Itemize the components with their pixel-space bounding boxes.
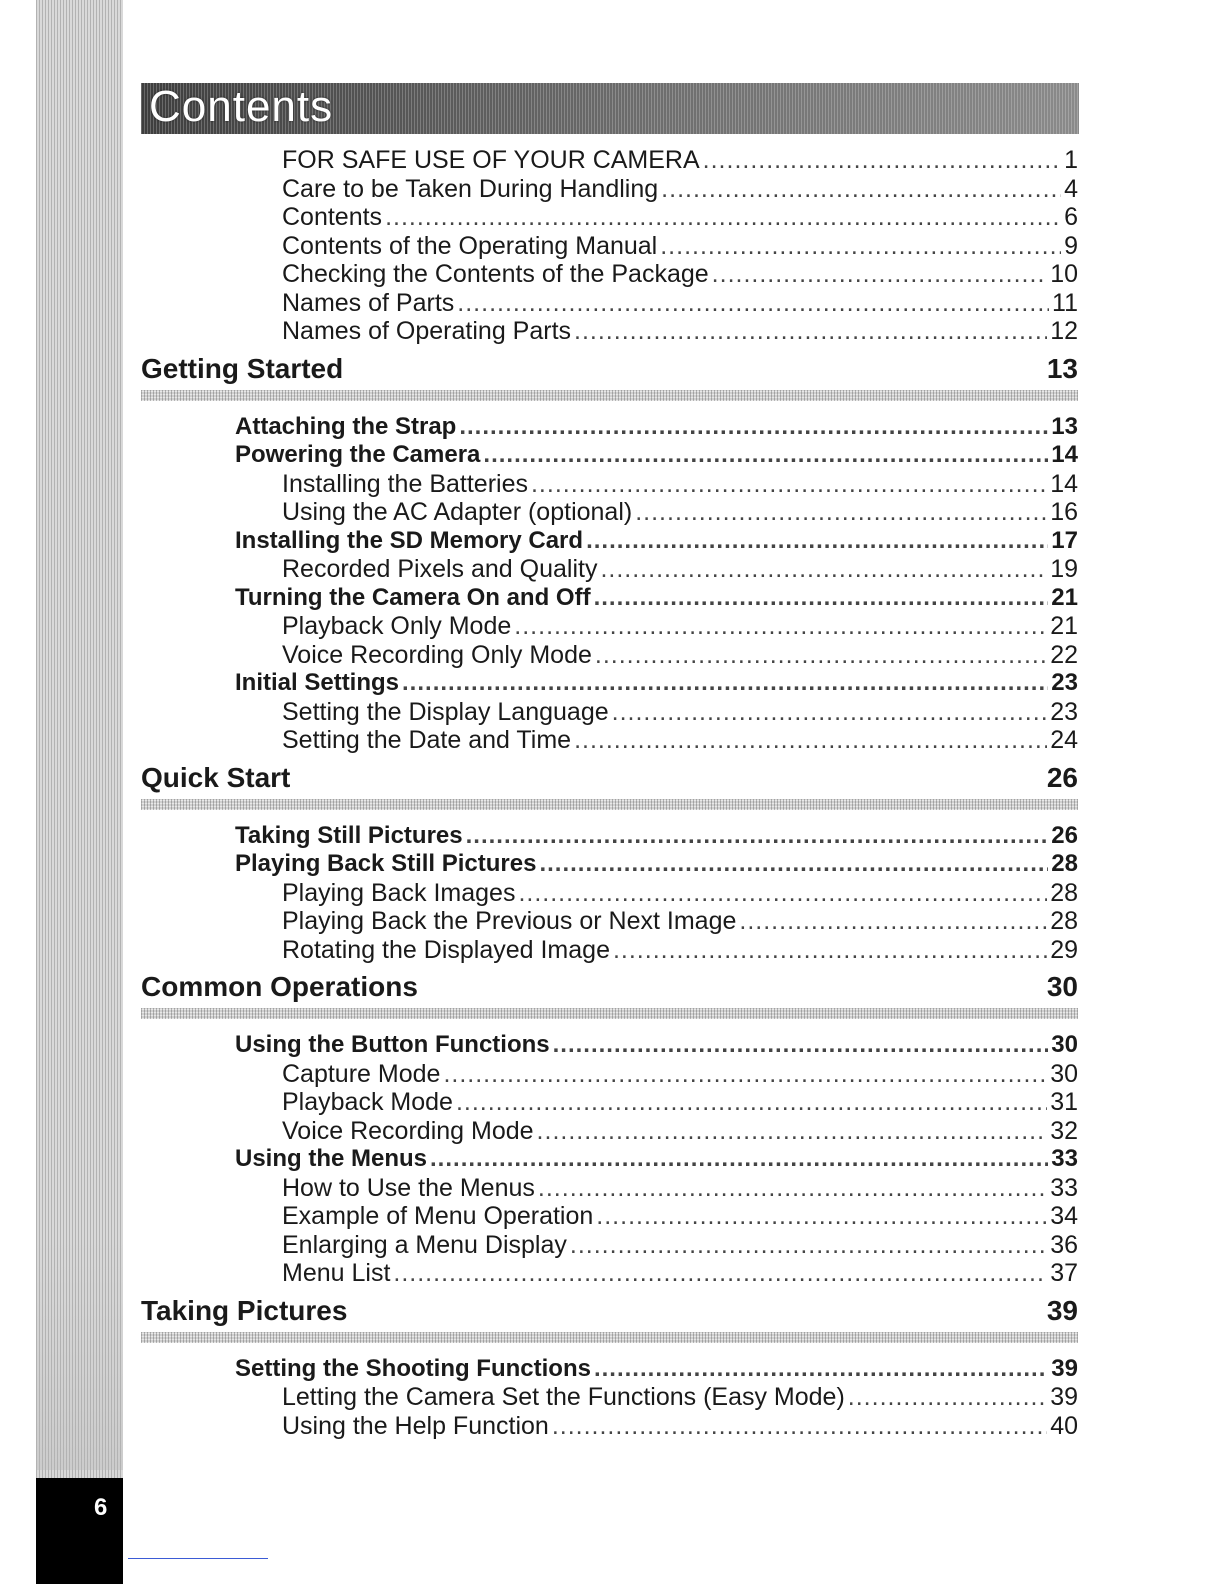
toc-entry-page: 11 [1052, 288, 1078, 317]
dot-leader [596, 1202, 1047, 1231]
toc-entry-title: Installing the SD Memory Card [235, 526, 584, 554]
page-number: 6 [94, 1494, 108, 1521]
toc-entry-title: Checking the Contents of the Package [282, 260, 709, 288]
toc-entry-page: 23 [1050, 697, 1078, 726]
toc-entry-title: Rotating the Displayed Image [282, 935, 610, 964]
section-heading[interactable] [141, 1296, 1078, 1326]
toc-entry-title: Turning the Camera On and Off [235, 583, 591, 611]
dot-leader [635, 498, 1047, 527]
toc-entry-page: 34 [1050, 1202, 1078, 1230]
toc-entry-title: Playback Mode [282, 1088, 453, 1116]
toc-entry[interactable] [141, 1174, 1078, 1203]
toc-entry-page: 19 [1050, 555, 1078, 583]
toc-entry-page: 33 [1050, 1173, 1078, 1202]
toc-entry-title: Using the Menus [235, 1145, 428, 1172]
toc-entry-title: Recorded Pixels and Quality [282, 555, 598, 583]
page-title: Contents [149, 82, 334, 131]
toc-entry-page: 31 [1050, 1088, 1078, 1116]
section-title: Common Operations [141, 971, 418, 1002]
toc-entry-major[interactable] [141, 850, 1078, 879]
dot-leader [539, 850, 1048, 879]
section-divider [141, 390, 1078, 401]
toc-entry-title: Using the Button Functions [235, 1031, 550, 1058]
section-divider [141, 799, 1078, 810]
toc-entry-major[interactable] [141, 584, 1078, 613]
toc-entry-title: Using the Help Function [282, 1411, 549, 1440]
toc-entry-page: 14 [1051, 441, 1078, 468]
toc-entry[interactable] [141, 698, 1078, 727]
toc-entry-page: 14 [1050, 469, 1078, 498]
dot-leader [574, 317, 1047, 346]
toc-entry-page: 33 [1051, 1145, 1078, 1172]
dot-leader [848, 1383, 1047, 1412]
toc-entry-major[interactable] [141, 413, 1078, 442]
toc-entry-major[interactable] [141, 822, 1078, 851]
toc-entry-title: Initial Settings [235, 669, 400, 696]
toc-entry[interactable] [141, 1259, 1078, 1288]
toc-entry-page: 22 [1050, 640, 1078, 669]
toc-entry-title: Capture Mode [282, 1059, 441, 1088]
dot-leader [612, 698, 1048, 727]
toc-entry-title: Contents [282, 203, 383, 231]
dot-leader [553, 1031, 1049, 1060]
toc-entry-title: Powering the Camera [235, 441, 481, 468]
toc-entry-page: 24 [1050, 726, 1078, 754]
toc-entry[interactable] [141, 1412, 1078, 1441]
toc-entry-major[interactable] [141, 1355, 1078, 1384]
toc-entry-page: 30 [1050, 1059, 1078, 1088]
dot-leader [385, 203, 1061, 232]
toc-entry-title: Voice Recording Mode [282, 1116, 534, 1145]
section-divider [141, 1008, 1078, 1019]
toc-entry[interactable] [141, 289, 1078, 318]
toc-entry[interactable] [141, 641, 1078, 670]
toc-entry[interactable] [141, 498, 1078, 527]
toc-entry-page: 29 [1050, 935, 1078, 964]
toc-entry-title: Playing Back Images [282, 878, 516, 907]
dot-leader [518, 879, 1047, 908]
dot-leader [393, 1259, 1047, 1288]
dot-leader [552, 1412, 1047, 1441]
dot-leader [739, 907, 1047, 936]
toc-entry[interactable] [141, 612, 1078, 641]
toc-entry-page: 39 [1051, 1354, 1078, 1382]
toc-entry-title: Names of Operating Parts [282, 317, 572, 345]
toc-entry-page: 28 [1051, 850, 1078, 877]
section-page: 39 [1046, 1294, 1078, 1326]
toc-entry[interactable] [141, 1202, 1078, 1231]
toc-entry-title: Enlarging a Menu Display [282, 1230, 567, 1259]
toc-entry-page: 40 [1050, 1411, 1078, 1440]
dot-leader [531, 470, 1047, 499]
dot-leader [600, 555, 1047, 584]
toc-entry[interactable] [141, 1117, 1078, 1146]
toc-entry-major[interactable] [141, 1145, 1078, 1174]
toc-entry[interactable] [141, 1060, 1078, 1089]
toc-entry-page: 17 [1051, 526, 1078, 554]
dot-leader [660, 232, 1061, 261]
toc-entry[interactable] [141, 726, 1078, 755]
toc-entry-title: Installing the Batteries [282, 469, 528, 498]
toc-entry-page: 1 [1064, 146, 1078, 174]
toc-entry-title: Care to be Taken During Handling [282, 174, 659, 203]
toc-entry-title: Playing Back Still Pictures [235, 850, 537, 877]
section-page: 30 [1046, 971, 1078, 1002]
toc-entry-page: 13 [1051, 412, 1078, 440]
toc-entry[interactable] [141, 232, 1078, 261]
section-page: 13 [1046, 352, 1078, 384]
dot-leader [459, 413, 1048, 442]
toc-entry[interactable] [141, 146, 1078, 175]
table-of-contents [141, 146, 1078, 1440]
dot-leader [595, 641, 1047, 670]
toc-entry-page: 6 [1064, 203, 1078, 231]
toc-entry-page: 12 [1050, 317, 1078, 345]
section-divider [141, 1332, 1078, 1343]
toc-entry[interactable] [141, 203, 1078, 232]
dot-leader [456, 1088, 1047, 1117]
dot-leader [594, 584, 1049, 613]
toc-entry[interactable] [141, 260, 1078, 289]
toc-entry-title: Attaching the Strap [235, 412, 457, 440]
toc-entry-page: 28 [1050, 878, 1078, 907]
dot-leader [514, 612, 1047, 641]
toc-entry-title: Example of Menu Operation [282, 1202, 594, 1230]
footer-rule [128, 1558, 268, 1559]
section-title: Taking Pictures [141, 1294, 348, 1326]
toc-entry-title: Setting the Date and Time [282, 726, 572, 754]
toc-entry-page: 37 [1050, 1259, 1078, 1287]
toc-entry-page: 26 [1051, 821, 1078, 849]
toc-entry[interactable] [141, 1383, 1078, 1412]
dot-leader [443, 1060, 1047, 1089]
toc-entry-major[interactable] [141, 669, 1078, 698]
dot-leader [594, 1355, 1048, 1384]
dot-leader [483, 441, 1048, 470]
section-title: Getting Started [141, 352, 344, 384]
toc-entry-title: Names of Parts [282, 288, 455, 317]
toc-entry-page: 39 [1050, 1383, 1078, 1411]
dot-leader [537, 1117, 1048, 1146]
toc-entry[interactable] [141, 936, 1078, 965]
dot-leader [703, 146, 1061, 175]
toc-entry-title: Letting the Camera Set the Functions (Easy Mode) [282, 1383, 845, 1411]
side-strip-fade [36, 1240, 123, 1470]
dot-leader [466, 822, 1049, 851]
dot-leader [538, 1174, 1047, 1203]
toc-entry-page: 21 [1051, 583, 1078, 611]
section-heading[interactable] [141, 972, 1078, 1002]
toc-entry-page: 23 [1051, 669, 1078, 696]
dot-leader [712, 260, 1048, 289]
toc-entry-title: Menu List [282, 1259, 391, 1287]
toc-entry-major[interactable] [141, 527, 1078, 556]
toc-entry-page: 21 [1050, 612, 1078, 640]
toc-entry-title: FOR SAFE USE OF YOUR CAMERA [282, 146, 700, 174]
dot-leader [402, 669, 1048, 698]
toc-entry[interactable] [141, 175, 1078, 204]
toc-entry-title: Playback Only Mode [282, 612, 512, 640]
toc-entry-page: 4 [1064, 174, 1078, 203]
toc-entry-title: Taking Still Pictures [235, 821, 463, 849]
toc-entry[interactable] [141, 907, 1078, 936]
toc-entry-page: 36 [1050, 1230, 1078, 1259]
toc-entry-title: Voice Recording Only Mode [282, 640, 592, 669]
section-page: 26 [1046, 761, 1078, 793]
toc-entry-page: 30 [1051, 1031, 1078, 1058]
toc-entry-title: Using the AC Adapter (optional) [282, 498, 633, 526]
dot-leader [430, 1145, 1048, 1174]
dot-leader [586, 527, 1048, 556]
toc-entry[interactable] [141, 555, 1078, 584]
toc-entry-title: How to Use the Menus [282, 1173, 535, 1202]
toc-entry-page: 28 [1050, 907, 1078, 935]
toc-entry-page: 9 [1064, 231, 1078, 260]
toc-entry[interactable] [141, 1231, 1078, 1260]
section-title: Quick Start [141, 761, 291, 793]
toc-entry-major[interactable] [141, 441, 1078, 470]
toc-entry[interactable] [141, 317, 1078, 346]
toc-entry[interactable] [141, 879, 1078, 908]
section-heading[interactable] [141, 763, 1078, 793]
page-number-tab [36, 1478, 123, 1584]
toc-entry-major[interactable] [141, 1031, 1078, 1060]
section-heading[interactable] [141, 354, 1078, 384]
toc-entry[interactable] [141, 1088, 1078, 1117]
toc-entry-page: 16 [1050, 498, 1078, 526]
dot-leader [457, 289, 1049, 318]
dot-leader [574, 726, 1047, 755]
dot-leader [570, 1231, 1047, 1260]
header-banner [141, 83, 1079, 134]
dot-leader [661, 175, 1061, 204]
toc-entry-title: Setting the Shooting Functions [235, 1354, 591, 1382]
toc-entry-title: Setting the Display Language [282, 697, 609, 726]
dot-leader [613, 936, 1047, 965]
toc-entry-title: Contents of the Operating Manual [282, 231, 658, 260]
toc-entry-page: 10 [1050, 260, 1078, 288]
toc-entry-page: 32 [1050, 1116, 1078, 1145]
toc-entry-title: Playing Back the Previous or Next Image [282, 907, 737, 935]
toc-entry[interactable] [141, 470, 1078, 499]
